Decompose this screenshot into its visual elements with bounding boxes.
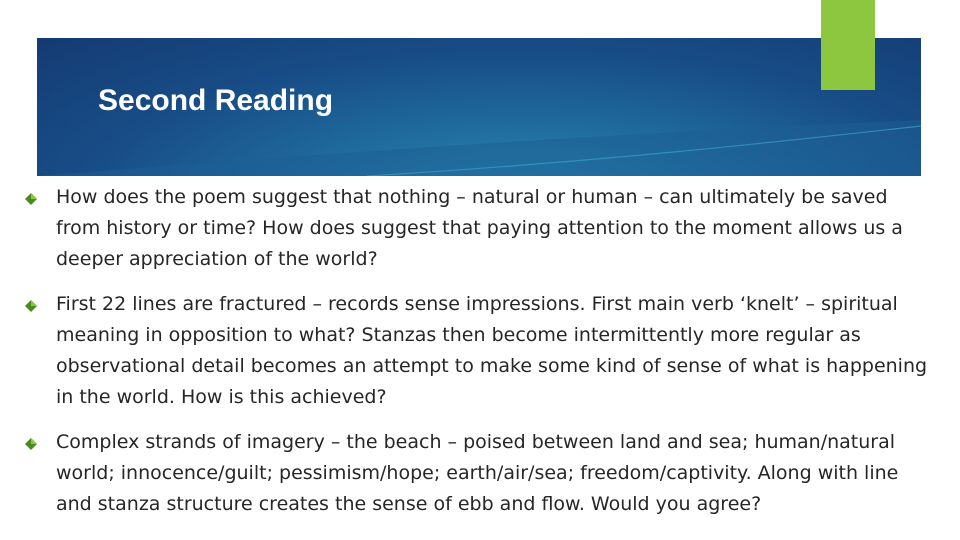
- bullet-text: Complex strands of imagery – the beach – poised between land and sea; human/natural world; innocence/guilt; pessimism/hope; earth/air/sea; freedom/captivity. Along with line and stanza structure creates the sense of ebb and flow. Would you agree?: [56, 431, 899, 515]
- bullet-text: First 22 lines are fractured – records sense impressions. First main verb ‘knelt’ – spiritual meaning in opposition to what? Stanzas then become intermittently more regular as observational detail becomes an attempt to make some kind of sense of what is happening in the world. How is this achieved?: [56, 293, 928, 408]
- bullet-item: [25, 182, 935, 275]
- diamond-bullet-icon: [25, 193, 37, 205]
- accent-bar: [821, 0, 875, 90]
- bullet-item: [25, 427, 935, 520]
- bullet-text: How does the poem suggest that nothing – natural or human – can ultimately be saved from history or time? How does suggest that paying attention to the moment allows us a deeper appreciation of the world?: [56, 186, 903, 270]
- bullet-list: [25, 182, 935, 534]
- diamond-bullet-icon: [25, 300, 37, 312]
- bullet-item: [25, 289, 935, 413]
- slide-title: Second Reading: [98, 84, 334, 117]
- diamond-bullet-icon: [25, 438, 37, 450]
